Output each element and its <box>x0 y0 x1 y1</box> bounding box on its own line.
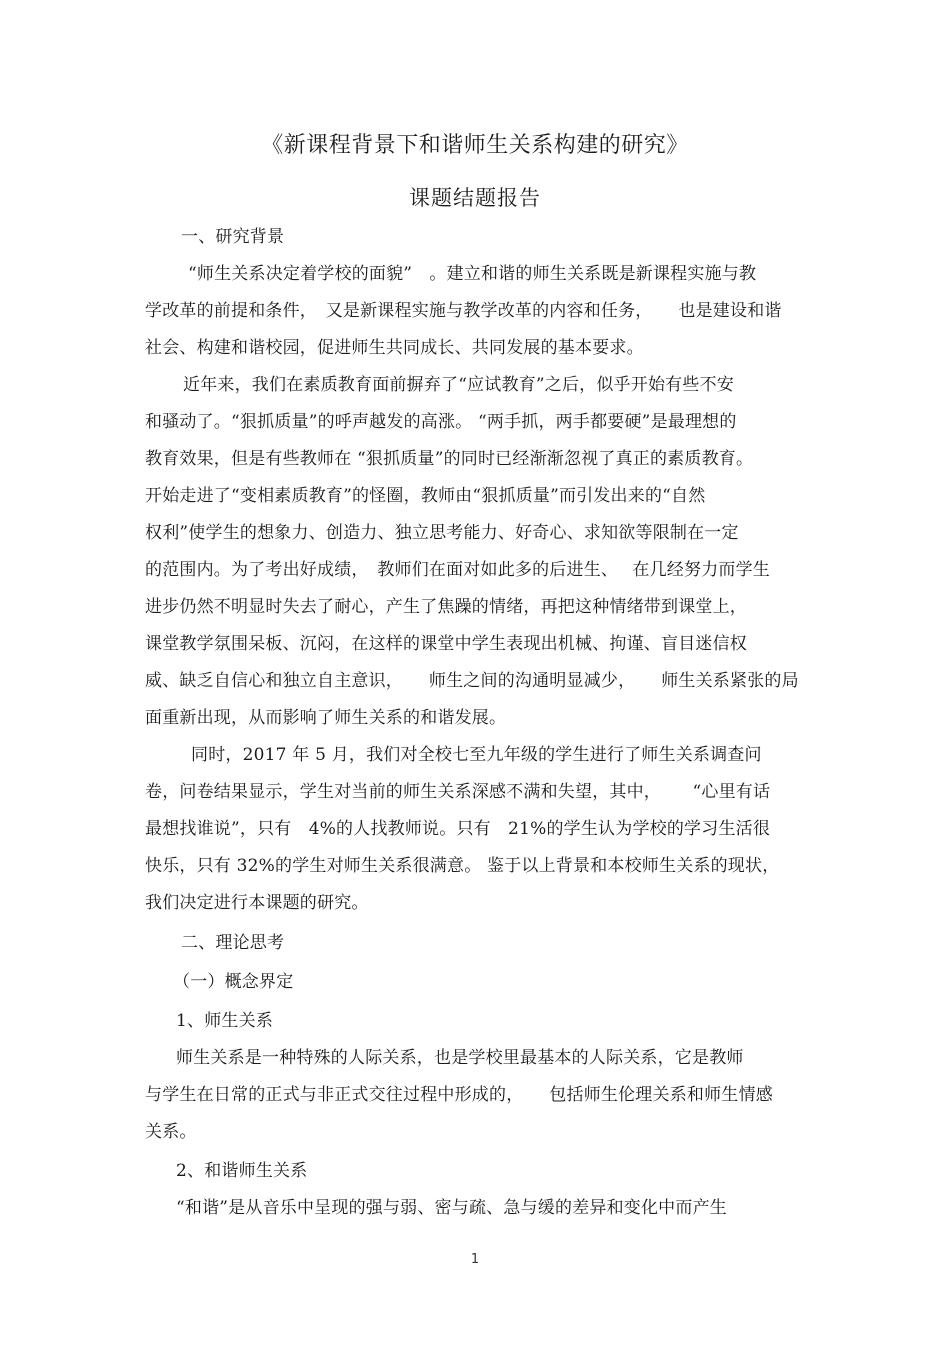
paragraph-line: 社会、构建和谐校园，促进师生共同成长、共同发展的基本要求。 <box>145 338 644 358</box>
paragraph-line: 近年来，我们在素质教育面前摒弃了“应试教育”之后，似乎开始有些不安 <box>183 375 734 395</box>
document-subtitle: 课题结题报告 <box>409 186 541 210</box>
paragraph-line: 同时，2017 年 5 月，我们对全校七至九年级的学生进行了师生关系调查问 <box>191 745 762 765</box>
paragraph-line: 关系。 <box>145 1122 197 1142</box>
paragraph-line: 快乐，只有 32%的学生对师生关系很满意。 鉴于以上背景和本校师生关系的现状， <box>145 856 780 876</box>
paragraph-line: “和谐”是从音乐中呈现的强与弱、密与疏、急与缓的差异和变化中而产生 <box>176 1198 727 1218</box>
paragraph-line: 我们决定进行本课题的研究。 <box>145 893 369 913</box>
paragraph-line: 学改革的前提和条件， 又是新课程实施与教学改革的内容和任务， 也是建设和谐 <box>145 301 782 321</box>
document-title: 《新课程背景下和谐师生关系构建的研究》 <box>261 133 689 158</box>
item-heading-teacher-student: 1、师生关系 <box>176 1011 274 1031</box>
paragraph-line: 面重新出现，从而影响了师生关系的和谐发展。 <box>145 708 507 728</box>
paragraph-line: 最想找谁说”，只有 4%的人找教师说。只有 21%的学生认为学校的学习生活很 <box>145 819 771 839</box>
paragraph-line: “师生关系决定着学校的面貌” 。建立和谐的师生关系既是新课程实施与教 <box>188 264 757 284</box>
paragraph-line: 课堂教学氛围呆板、沉闷，在这样的课堂中学生表现出机械、拘谨、盲目迷信权 <box>145 634 747 654</box>
item-heading-harmonious: 2、和谐师生关系 <box>176 1161 308 1181</box>
paragraph-line: 和骚动了。“狠抓质量”的呼声越发的高涨。 “两手抓，两手都要硬”是最理想的 <box>145 412 737 432</box>
section-heading-background: 一、研究背景 <box>181 227 285 247</box>
paragraph-line: 威、缺乏自信心和独立自主意识， 师生之间的沟通明显减少， 师生关系紧张的局 <box>145 671 799 691</box>
paragraph-line: 教育效果，但是有些教师在 “狠抓质量”的同时已经渐渐忽视了真正的素质教育。 <box>145 449 754 469</box>
paragraph-line: 师生关系是一种特殊的人际关系，也是学校里最基本的人际关系，它是教师 <box>176 1048 744 1068</box>
paragraph-line: 与学生在日常的正式与非正式交往过程中形成的， 包括师生伦理关系和师生情感 <box>145 1085 773 1105</box>
paragraph-line: 开始走进了“变相素质教育”的怪圈，教师由“狠抓质量”而引发出来的“自然 <box>145 486 706 506</box>
paragraph-line: 进步仍然不明显时失去了耐心，产生了焦躁的情绪，再把这种情绪带到课堂上， <box>145 597 747 617</box>
paragraph-line: 的范围内。为了考出好成绩， 教师们在面对如此多的后进生、 在几经努力而学生 <box>145 560 771 580</box>
paragraph-line: 权利”使学生的想象力、创造力、独立思考能力、好奇心、求知欲等限制在一定 <box>145 523 739 543</box>
paragraph-line: 卷，问卷结果显示，学生对当前的师生关系深感不满和失望，其中， “心里有话 <box>145 782 771 802</box>
subsection-heading-concepts: （一）概念界定 <box>173 972 294 992</box>
section-heading-theory: 二、理论思考 <box>181 933 285 953</box>
page-number: 1 <box>470 1252 480 1267</box>
